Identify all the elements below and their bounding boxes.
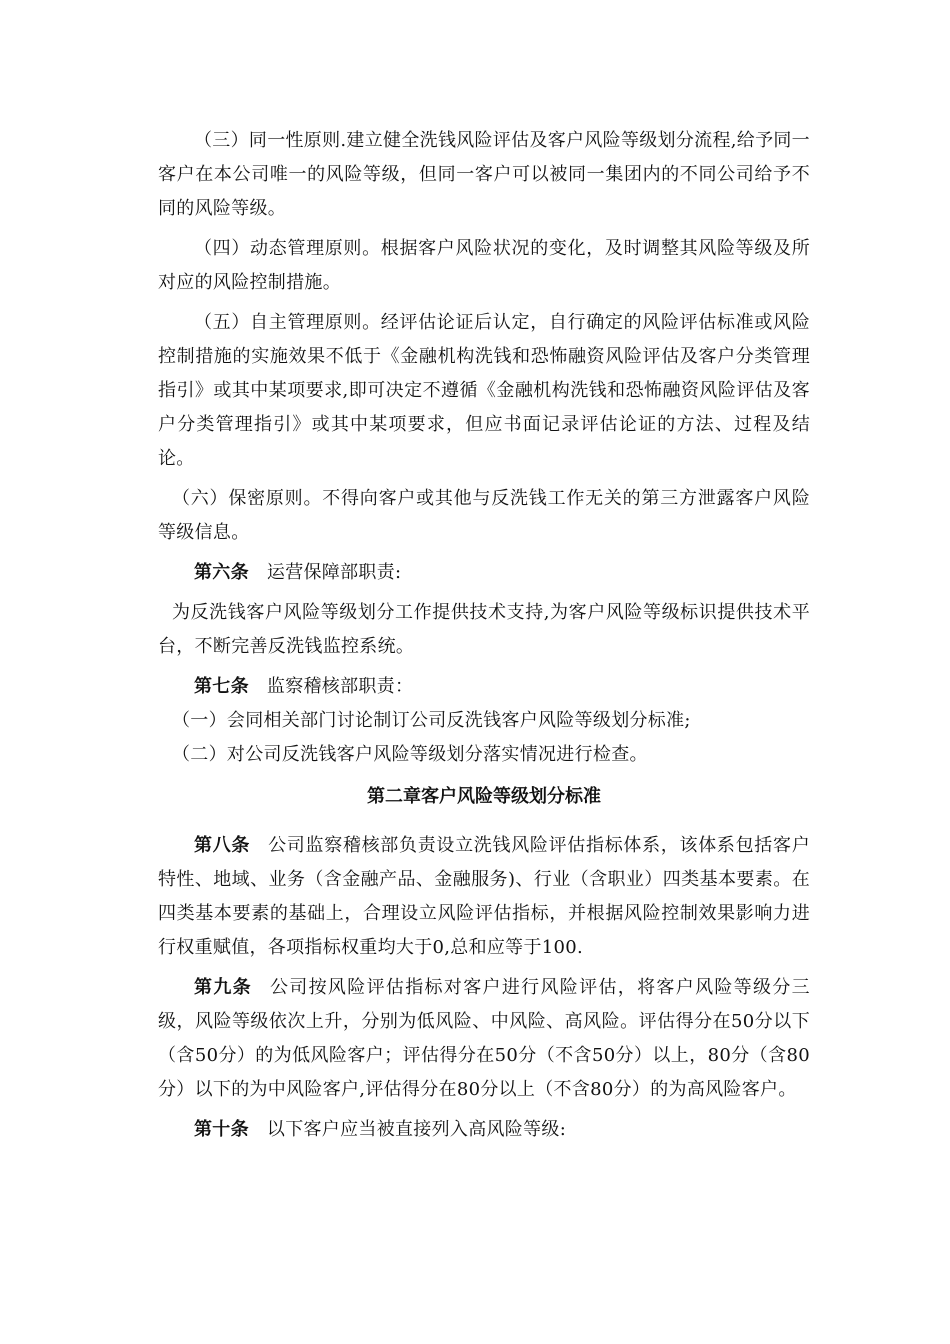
article-7-heading (158, 670, 810, 704)
article-9 (158, 971, 810, 1107)
article-8-body: 公司监察稽核部负责设立洗钱风险评估指标体系，该体系包括客户特性、地域、业务（含金融产品、金融服务)、行业（含职业）四类基本要素。在四类基本要素的基础上，合理设立风险评估指标，并根据风险控制效果影响力进行权重赋值，各项指标权重均大于0,总和应等于100. (158, 835, 810, 958)
article-7-title: 监察稽核部职责： (266, 676, 414, 697)
paragraph-autonomy-principle: （五）自主管理原则。经评估论证后认定，自行确定的风险评估标准或风险控制措施的实施效果不低于《金融机构洗钱和恐怖融资风险评估及客户分类管理指引》或其中某项要求,即可决定不遵循《金融机构洗钱和恐怖融资风险评估及客户分类管理指引》或其中某项要求，但应书面记录评估论证的方法、过程及结论。 (158, 312, 810, 469)
article-10-body: 以下客户应当被直接列入高风险等级: (266, 1119, 567, 1140)
section-classification-standards (158, 829, 810, 1147)
paragraph-identity-principle: （三）同一性原则.建立健全洗钱风险评估及客户风险等级划分流程,给予同一客户在本公司唯一的风险等级，但同一客户可以被同一集团内的不同公司给予不同的风险等级。 (158, 130, 810, 219)
article-10-number: 第十条 (194, 1119, 249, 1140)
article-6-title: 运营保障部职责: (266, 562, 402, 583)
article-6-heading (158, 556, 810, 590)
article-10 (158, 1113, 810, 1147)
article-6-number: 第六条 (194, 562, 249, 583)
chapter-title: 第二章客户风险等级划分标准 (367, 786, 601, 807)
article-7-item-2: （二）对公司反洗钱客户风险等级划分落实情况进行检查。 (172, 744, 648, 765)
article-7-item-1: （一）会同相关部门讨论制订公司反洗钱客户风险等级划分标准; (172, 710, 691, 731)
article-6-body: 为反洗钱客户风险等级划分工作提供技术支持,为客户风险等级标识提供技术平台，不断完善反洗钱监控系统。 (158, 602, 810, 657)
section-principles (158, 124, 810, 772)
article-8 (158, 829, 810, 965)
paragraph-confidentiality-principle: （六）保密原则。不得向客户或其他与反洗钱工作无关的第三方泄露客户风险等级信息。 (158, 488, 810, 543)
article-9-body: 公司按风险评估指标对客户进行风险评估，将客户风险等级分三级，风险等级依次上升，分别为低风险、中风险、高风险。评估得分在50分以下（含50分）的为低风险客户；评估得分在50分（不含50分）以上，80分（含80分）以下的为中风险客户,评估得分在80分以上（不含80分）的为高风险客户。 (158, 977, 810, 1100)
article-8-number: 第八条 (194, 835, 251, 856)
article-9-number: 第九条 (194, 977, 252, 998)
article-7-number: 第七条 (194, 676, 249, 697)
paragraph-dynamic-principle: （四）动态管理原则。根据客户风险状况的变化，及时调整其风险等级及所对应的风险控制措施。 (158, 238, 810, 293)
